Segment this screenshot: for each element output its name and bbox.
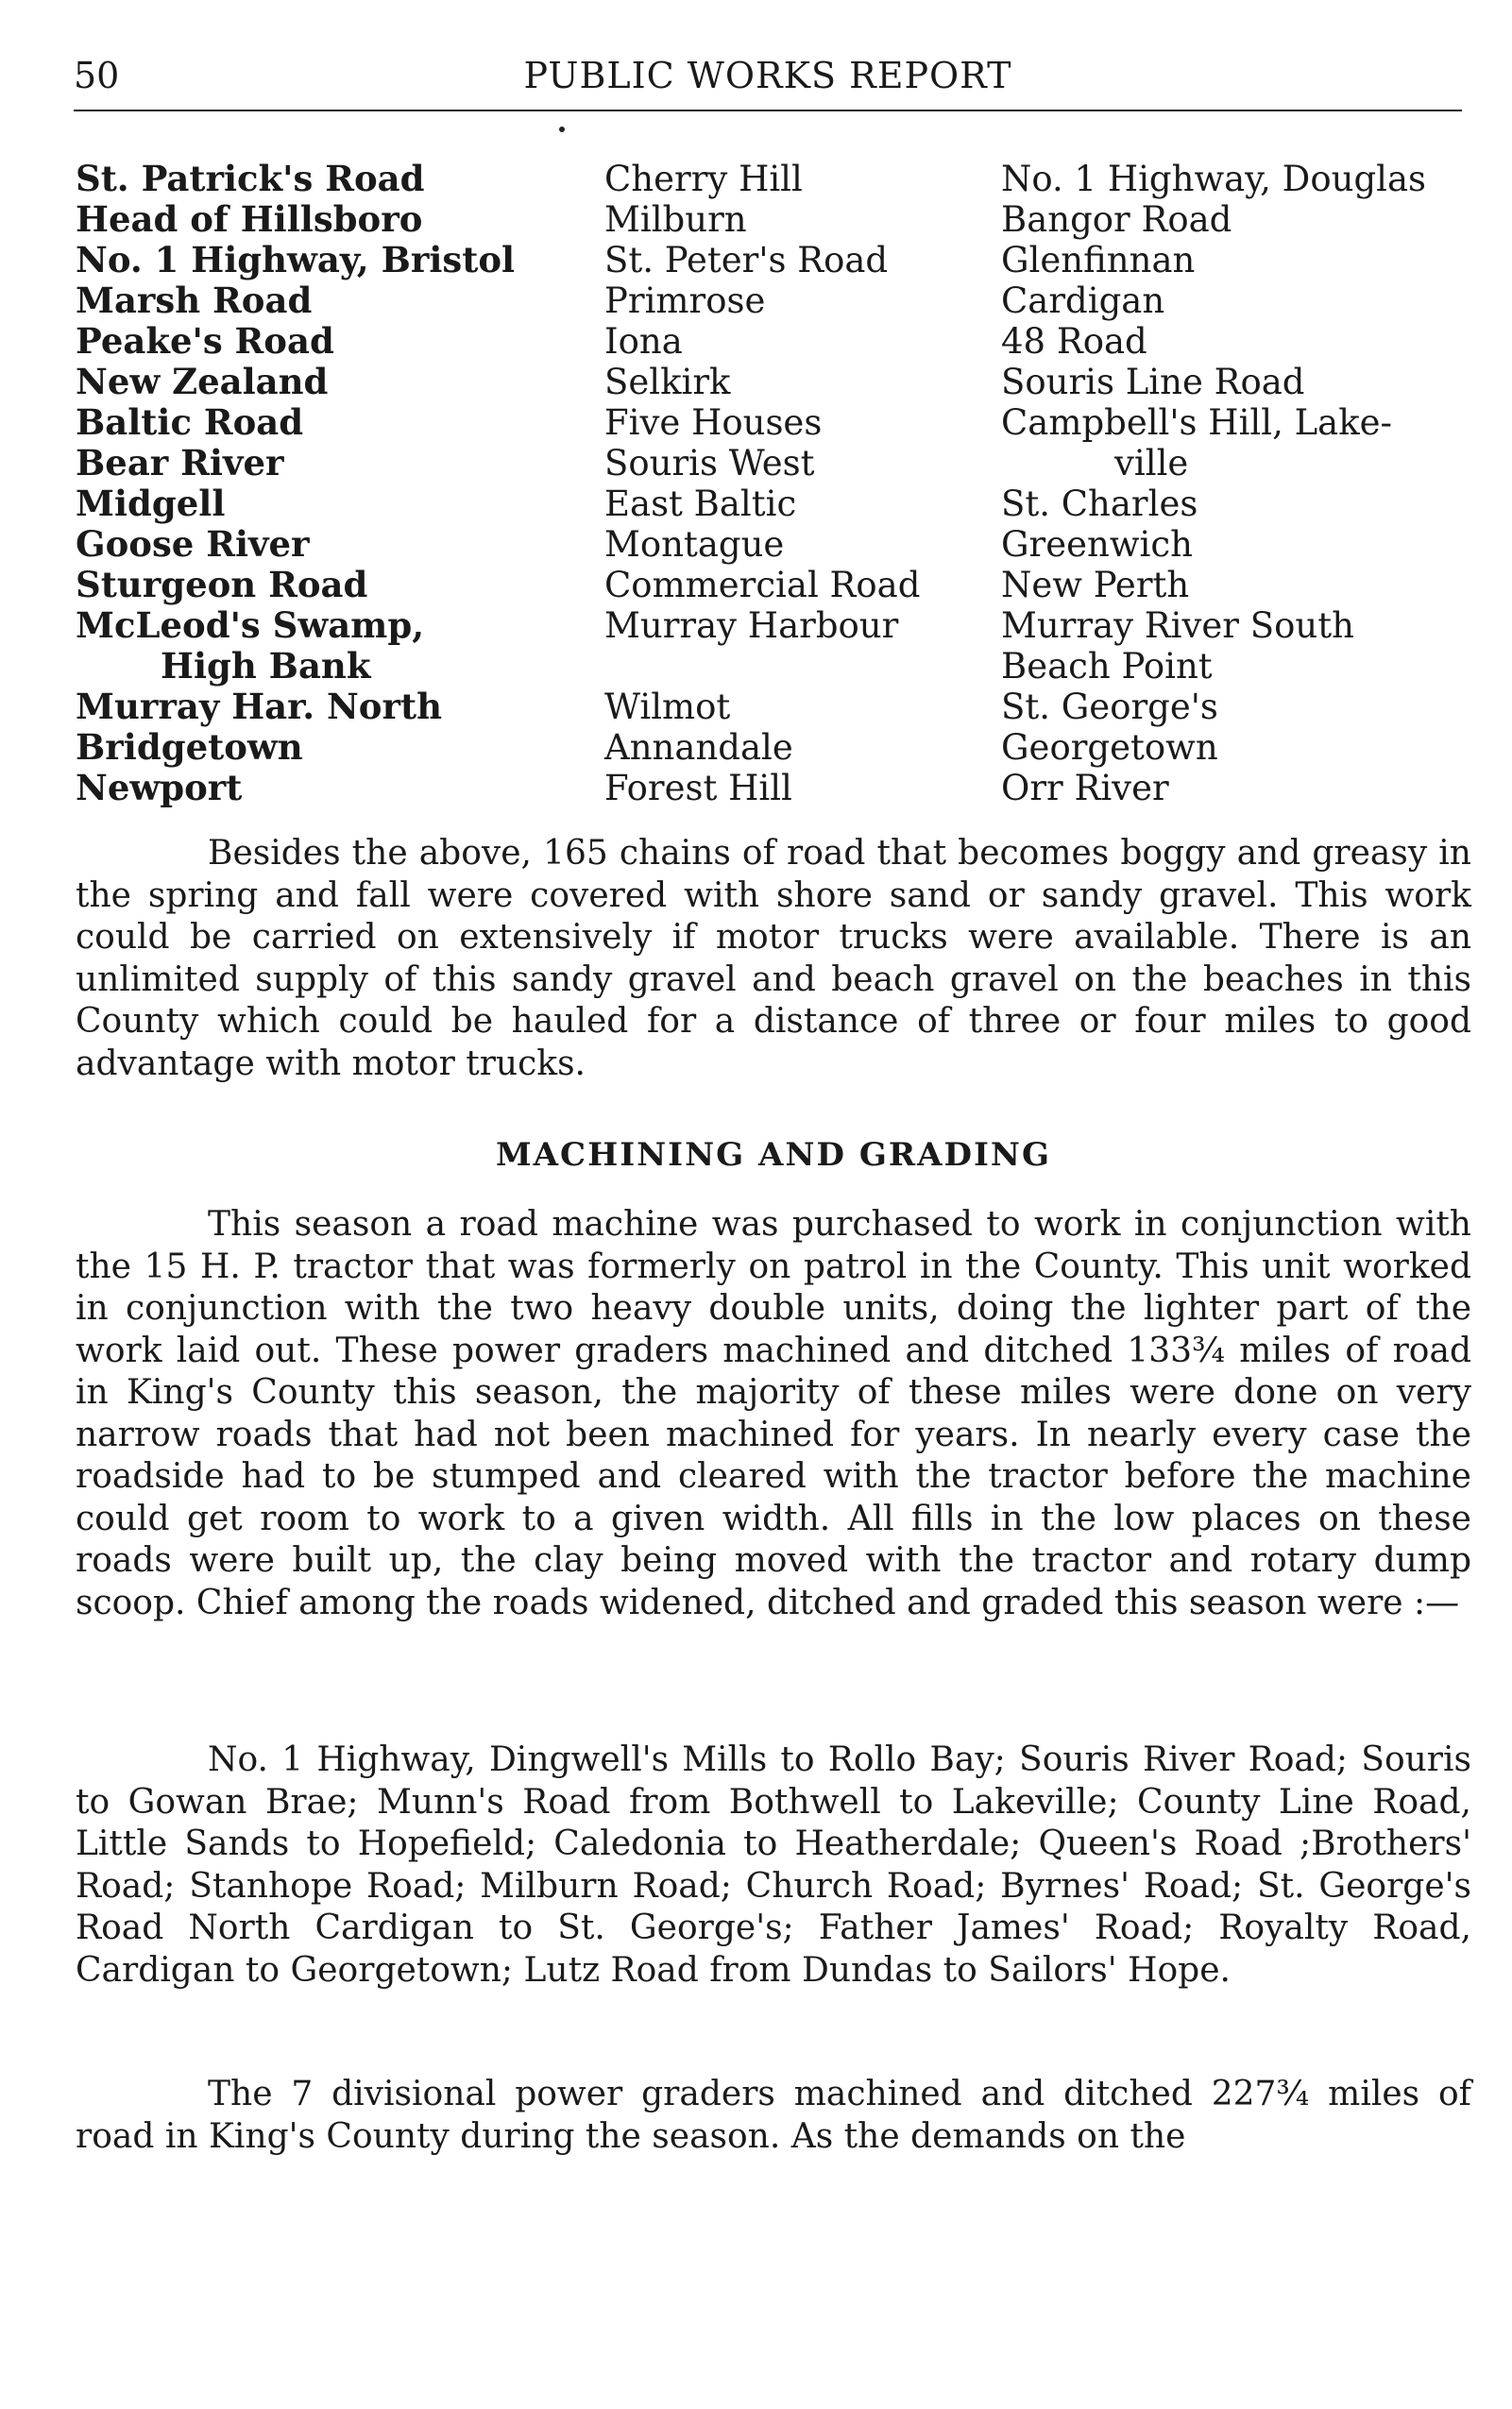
road-list-item: Georgetown bbox=[1001, 727, 1218, 768]
road-list-item: St. George's bbox=[1001, 687, 1218, 727]
road-list-item: Iona bbox=[604, 321, 683, 362]
road-list-item: Beach Point bbox=[1001, 646, 1213, 687]
road-list-item: New Zealand bbox=[76, 361, 329, 402]
road-list-column-3 bbox=[1001, 159, 1492, 808]
road-list-item: Primrose bbox=[604, 280, 766, 321]
road-list-item: 48 Road bbox=[1001, 321, 1147, 362]
section-heading: MACHINING AND GRADING bbox=[496, 1136, 1051, 1174]
road-list-item: Cherry Hill bbox=[604, 159, 803, 199]
road-list-item: Baltic Road bbox=[76, 401, 304, 443]
road-list-item: St. Peter's Road bbox=[604, 240, 889, 280]
header-rule bbox=[74, 110, 1462, 111]
road-list bbox=[76, 159, 1473, 820]
paragraph-besides: Besides the above, 165 chains of road that becomes boggy and greasy in the spring and fall were covered with shore sand or sandy gravel. This work could be carried on extensively if motor trucks were available. There is an unlimited supply of this sandy gravel and beach gravel on the beaches in this County which could be hauled for a distance of three or four miles to good advantage with motor trucks. bbox=[76, 834, 1471, 1083]
road-list-item: Souris Line Road bbox=[1001, 362, 1305, 402]
road-list-item: Goose River bbox=[76, 523, 310, 565]
road-list-item-continuation: ville bbox=[1114, 443, 1189, 483]
road-list-item: Bear River bbox=[76, 442, 284, 483]
road-list-item: Orr River bbox=[1001, 768, 1169, 808]
road-list-item: Souris West bbox=[604, 443, 815, 483]
road-list-column-1 bbox=[76, 159, 604, 808]
road-list-item: Midgell bbox=[76, 483, 226, 524]
road-list-item: Five Houses bbox=[604, 402, 823, 443]
page-number: 50 bbox=[74, 55, 120, 96]
road-list-item: Marsh Road bbox=[76, 280, 313, 321]
road-list-item: Peake's Road bbox=[76, 320, 334, 362]
road-list-item: Annandale bbox=[604, 727, 793, 768]
road-list-item: Bangor Road bbox=[1001, 199, 1232, 240]
header-dot bbox=[559, 127, 565, 132]
paragraph-divisional: The 7 divisional power graders machined and ditched 227¾ miles of road in King's County during the season. As the demands on the bbox=[76, 2075, 1471, 2156]
road-list-item: Newport bbox=[76, 767, 243, 808]
road-list-item: Campbell's Hill, Lake- bbox=[1001, 402, 1393, 443]
road-list-item: East Baltic bbox=[604, 483, 797, 524]
road-list-item: Commercial Road bbox=[604, 565, 921, 605]
road-list-item: No. 1 Highway, Bristol bbox=[76, 239, 516, 280]
road-list-item: Head of Hillsboro bbox=[76, 198, 423, 240]
road-list-item: Sturgeon Road bbox=[76, 564, 368, 605]
road-list-item: Milburn bbox=[604, 199, 747, 240]
road-list-item: Murray Har. North bbox=[76, 686, 442, 727]
page-header bbox=[74, 49, 1462, 106]
road-list-item: Bridgetown bbox=[76, 726, 303, 768]
road-list-item: McLeod's Swamp, bbox=[76, 604, 425, 646]
road-list-item: No. 1 Highway, Douglas bbox=[1001, 159, 1427, 199]
road-list-item: Wilmot bbox=[604, 687, 731, 727]
road-list-item: Cardigan bbox=[1001, 280, 1165, 321]
paragraph-machining: This season a road machine was purchased to work in conjunction with the 15 H. P. tractor that was formerly on patrol in the County. This unit worked in conjunction with the two heavy double units, doing the lighter part of the work laid out. These power graders machined and ditched 133¾ miles of road in King's County this season, the majority of these miles were done on very narrow roads that had not been machined for years. In nearly every case the roadside had to be stumped and cleared with the tractor before the machine could get room to work to a given width. All fills in the low places on these roads were built up, the clay being moved with the tractor and rotary dump scoop. Chief among the roads widened, ditched and graded this season were :— bbox=[76, 1205, 1471, 1622]
road-list-item: St. Charles bbox=[1001, 483, 1198, 524]
road-list-item-continuation: High Bank bbox=[161, 645, 371, 687]
road-list-column-2 bbox=[604, 159, 992, 808]
running-title: PUBLIC WORKS REPORT bbox=[523, 55, 1012, 96]
road-list-item: Selkirk bbox=[604, 362, 731, 402]
road-list-item: New Perth bbox=[1001, 565, 1190, 605]
road-list-item: Forest Hill bbox=[604, 768, 792, 808]
road-list-item: Murray Harbour bbox=[604, 605, 899, 646]
road-list-item: Montague bbox=[604, 524, 785, 565]
road-list-item: St. Patrick's Road bbox=[76, 158, 425, 199]
paragraph-roads-widened: No. 1 Highway, Dingwell's Mills to Rollo Bay; Souris River Road; Souris to Gowan Brae; Munn's Road from Bothwell to Lakeville; County Line Road, Little Sands to Hopefield; Caledonia to Heatherdale; Queen's Road ;Brothers' Road; Stanhope Road; Milburn Road; Church Road; Byrnes' Road; St. George's Road North Cardigan to St. George's; Father James' Road; Royalty Road, Cardigan to Georgetown; Lutz Road from Dundas to Sailors' Hope. bbox=[76, 1740, 1471, 1990]
road-list-item: Glenfinnan bbox=[1001, 240, 1196, 280]
road-list-item: Greenwich bbox=[1001, 524, 1193, 565]
road-list-item: Murray River South bbox=[1001, 605, 1354, 646]
